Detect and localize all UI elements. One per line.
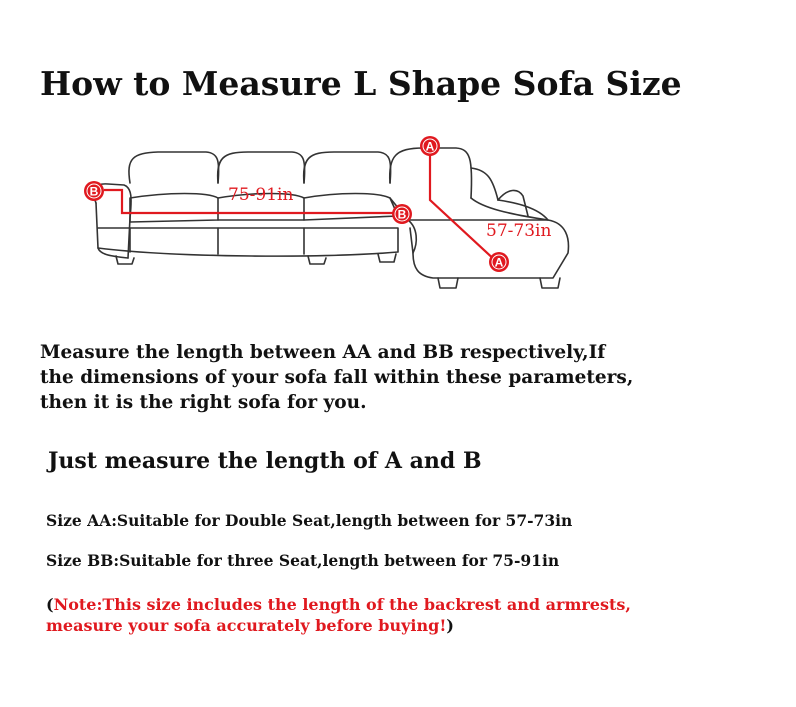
subheading: Just measure the length of A and B	[48, 448, 482, 474]
bb-length-label: 75-91in	[228, 185, 294, 205]
note-text-1: Note:This size includes the length of the backrest and armrests,	[53, 595, 631, 614]
instructions-line: Measure the length between AA and BB respectively,If	[40, 342, 606, 363]
note-text-2: measure your sofa accurately before buying!	[46, 616, 447, 635]
marker-a-label: A	[494, 255, 504, 270]
note-line-1	[46, 594, 746, 615]
marker-a-top	[420, 136, 440, 156]
marker-b-right	[392, 204, 412, 224]
size-aa-text: Size AA:Suitable for Double Seat,length between for 57-73in	[46, 511, 573, 530]
aa-measure-line	[430, 154, 498, 263]
marker-a-bottom	[489, 252, 509, 272]
marker-b-label: B	[89, 184, 99, 199]
marker-b-label: B	[397, 207, 407, 222]
note-line-2	[46, 615, 746, 636]
l-shape-sofa-diagram	[78, 128, 598, 318]
page-title: How to Measure L Shape Sofa Size	[40, 64, 682, 103]
measure-lines	[104, 154, 498, 263]
aa-length-label: 57-73in	[486, 221, 552, 241]
note-open-paren: (	[46, 595, 54, 614]
instructions-paragraph	[40, 340, 700, 415]
marker-a-label: A	[425, 139, 435, 154]
size-bb-text: Size BB:Suitable for three Seat,length between for 75-91in	[46, 551, 560, 570]
instructions-line: the dimensions of your sofa fall within these parameters,	[40, 367, 634, 388]
note-block	[46, 594, 746, 636]
marker-b-left	[84, 181, 104, 201]
instructions-line: then it is the right sofa for you.	[40, 392, 367, 413]
note-close-paren: )	[446, 616, 454, 635]
